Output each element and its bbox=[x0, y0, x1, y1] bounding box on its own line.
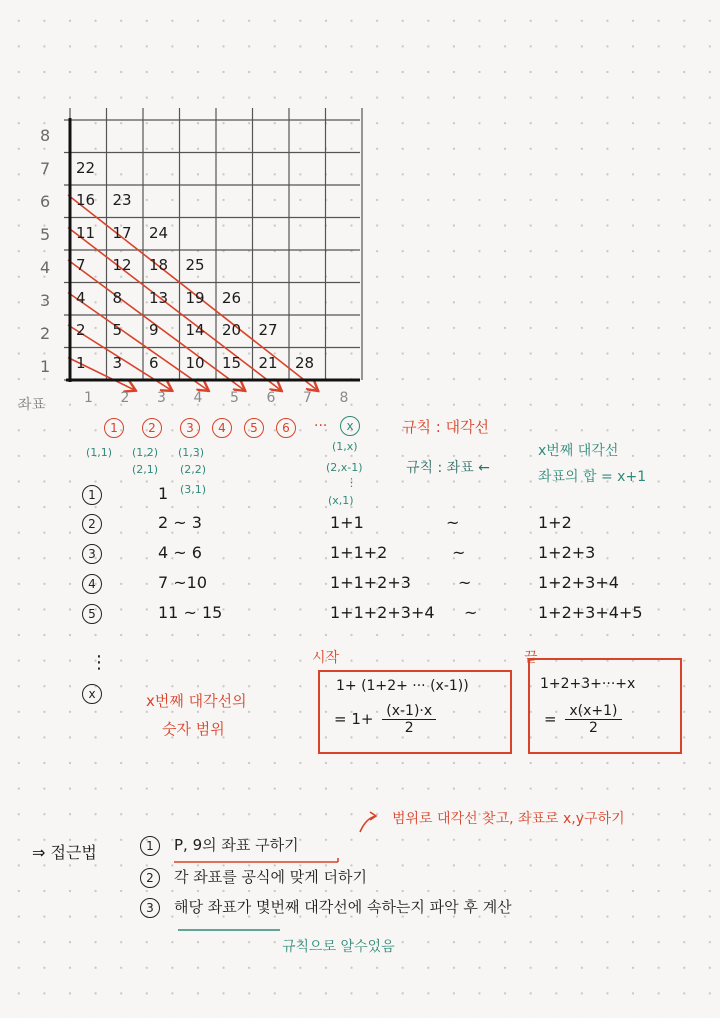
grid-cell-value: 18 bbox=[149, 256, 169, 274]
coord-xa: (1,x) bbox=[332, 440, 358, 453]
approach-step-marker: 3 bbox=[140, 898, 160, 918]
x-label: 3 bbox=[157, 390, 166, 406]
x-label: 7 bbox=[303, 390, 312, 406]
end-den: 2 bbox=[588, 720, 598, 736]
x-label: 1 bbox=[84, 390, 93, 406]
diagonal-dots: ··· bbox=[314, 418, 328, 434]
table-range: 4 ~ 6 bbox=[158, 543, 202, 562]
diagonal-marker: 5 bbox=[244, 418, 264, 438]
x-label: 5 bbox=[230, 390, 239, 406]
table-row-marker: 2 bbox=[82, 514, 102, 534]
table-row-x-marker: x bbox=[82, 684, 102, 704]
table-start: 1+1+2 bbox=[330, 543, 388, 562]
range-note-line2: 숫자 범위 bbox=[162, 720, 225, 738]
diagonal-marker: 4 bbox=[212, 418, 232, 438]
table-tilde: ~ bbox=[452, 543, 466, 562]
side-note: 범위로 대각선 찾고, 좌표로 x,y구하기 bbox=[392, 811, 625, 827]
grid-cell-value: 19 bbox=[185, 288, 205, 307]
grid-cell-value: 7 bbox=[76, 256, 86, 274]
side-note-arrow bbox=[356, 808, 386, 838]
grid-cell-value: 14 bbox=[185, 321, 205, 339]
rule-diagonal: 규칙 : 대각선 bbox=[402, 418, 490, 436]
table-tilde: ~ bbox=[458, 573, 472, 592]
table-range: 7 ~10 bbox=[158, 573, 208, 592]
grid-cell-value: 27 bbox=[258, 321, 278, 339]
coord-1: (1,1) bbox=[86, 446, 113, 459]
x-label: 8 bbox=[339, 390, 349, 406]
grid-cell-value: 24 bbox=[149, 223, 169, 242]
y-label: 5 bbox=[40, 225, 51, 244]
approach-step-marker: 2 bbox=[140, 868, 160, 888]
step3-underline bbox=[176, 926, 286, 934]
table-vdots: ⋮ bbox=[90, 652, 108, 673]
grid-cell-value: 26 bbox=[222, 288, 242, 307]
start-num: (x-1)·x bbox=[382, 703, 436, 720]
range-note-line1: x번째 대각선의 bbox=[146, 692, 247, 710]
end-line1: 1+2+3+···+x bbox=[540, 676, 636, 692]
y-label: 4 bbox=[40, 258, 51, 277]
grid-cell-value: 12 bbox=[112, 256, 132, 274]
grid-cell-value: 10 bbox=[185, 353, 205, 372]
y-label: 7 bbox=[40, 159, 51, 178]
grid-cell-value: 15 bbox=[222, 353, 242, 372]
table-range: 11 ~ 15 bbox=[158, 603, 223, 622]
table-tilde: ~ bbox=[464, 603, 478, 622]
grid-cell-value: 3 bbox=[112, 353, 123, 372]
start-fraction bbox=[382, 703, 436, 736]
grid-cell-value: 13 bbox=[149, 288, 169, 307]
end-line2 bbox=[544, 703, 622, 736]
coord-xd: (x,1) bbox=[328, 494, 354, 507]
coord-3a: (1,3) bbox=[178, 446, 205, 459]
table-start: 1+1 bbox=[330, 513, 364, 532]
diagonal-arrow bbox=[68, 228, 281, 391]
grid-cell-value: 28 bbox=[295, 353, 315, 372]
table-range: 2 ~ 3 bbox=[158, 513, 202, 532]
coord-xc: ⋮ bbox=[346, 476, 357, 489]
approach-step-text: P, 9의 좌표 구하기 bbox=[174, 836, 299, 854]
start-line2 bbox=[334, 703, 436, 736]
rule-note-line2: 좌표의 합 = x+1 bbox=[538, 469, 647, 485]
diagonal-arrow bbox=[68, 293, 208, 391]
approach-label: ⇒ 접근법 bbox=[32, 843, 97, 862]
grid-cell-value: 6 bbox=[149, 353, 159, 372]
diagonal-marker-x: x bbox=[340, 416, 360, 436]
coord-3b: (2,2) bbox=[180, 463, 207, 476]
y-label: 1 bbox=[40, 357, 51, 376]
rule-coord: 규칙 : 좌표 ← bbox=[406, 460, 490, 476]
grid-cell-value: 4 bbox=[76, 288, 86, 307]
approach-step-text: 각 좌표를 공식에 맞게 더하기 bbox=[174, 868, 367, 886]
table-tilde: ~ bbox=[446, 513, 460, 532]
grid-cell-value: 1 bbox=[76, 353, 86, 372]
coord-2b: (2,1) bbox=[132, 463, 159, 476]
step1-underline bbox=[172, 858, 342, 866]
table-end: 1+2 bbox=[538, 513, 572, 532]
start-eq: = 1+ bbox=[334, 710, 374, 728]
start-label: 시작 bbox=[312, 650, 340, 666]
y-label: 6 bbox=[40, 192, 51, 211]
coord-xb: (2,x-1) bbox=[326, 461, 363, 474]
approach-step-marker: 1 bbox=[140, 836, 160, 856]
grid-cell-value: 25 bbox=[185, 256, 205, 274]
diagonal-marker: 3 bbox=[180, 418, 200, 438]
table-row-marker: 4 bbox=[82, 574, 102, 594]
rule-hint: 규칙으로 알수있음 bbox=[282, 939, 395, 955]
grid-cell-value: 16 bbox=[76, 191, 96, 209]
coord-3c: (3,1) bbox=[180, 483, 207, 496]
table-start: 1+1+2+3+4 bbox=[330, 603, 435, 622]
end-label: 끝 bbox=[524, 650, 538, 666]
y-label: 2 bbox=[40, 324, 51, 343]
diagonal-marker: 6 bbox=[276, 418, 296, 438]
diagonal-marker: 1 bbox=[104, 418, 124, 438]
diagonal-marker: 2 bbox=[142, 418, 162, 438]
grid-cell-value: 22 bbox=[76, 158, 96, 177]
x-label: 4 bbox=[193, 390, 203, 406]
grid-cell-value: 5 bbox=[112, 321, 123, 339]
table-end: 1+2+3+4 bbox=[538, 573, 619, 592]
start-line1: 1+ (1+2+ ··· (x-1)) bbox=[336, 678, 469, 694]
end-num: x(x+1) bbox=[565, 703, 621, 720]
table-row-marker: 3 bbox=[82, 544, 102, 564]
y-label: 8 bbox=[40, 126, 51, 145]
grid-cell-value: 11 bbox=[76, 223, 96, 242]
grid-cell-value: 17 bbox=[112, 223, 132, 242]
grid-cell-value: 2 bbox=[76, 321, 86, 339]
end-eq: = bbox=[544, 710, 557, 728]
table-row-marker: 1 bbox=[82, 485, 102, 505]
grid-cell-value: 9 bbox=[149, 321, 159, 339]
coord-2a: (1,2) bbox=[132, 446, 159, 459]
grid-cell-value: 23 bbox=[112, 191, 132, 209]
y-label: 3 bbox=[40, 291, 51, 310]
x-label: 6 bbox=[266, 390, 276, 406]
table-start: 1+1+2+3 bbox=[330, 573, 411, 592]
grid-cell-value: 20 bbox=[222, 321, 242, 339]
x-label: 2 bbox=[120, 390, 130, 406]
table-row-marker: 5 bbox=[82, 604, 102, 624]
rule-note-line1: x번째 대각선 bbox=[538, 443, 619, 459]
approach-step-text: 해당 좌표가 몇번째 대각선에 속하는지 파악 후 계산 bbox=[174, 898, 512, 916]
table-end: 1+2+3 bbox=[538, 543, 596, 562]
table-end: 1+2+3+4+5 bbox=[538, 603, 643, 622]
table-range: 1 bbox=[158, 484, 169, 503]
end-fraction bbox=[565, 703, 621, 736]
axis-word: 좌표 bbox=[18, 397, 46, 413]
grid-cell-value: 8 bbox=[112, 288, 123, 307]
grid-cell-value: 21 bbox=[258, 353, 278, 372]
start-den: 2 bbox=[404, 720, 414, 736]
